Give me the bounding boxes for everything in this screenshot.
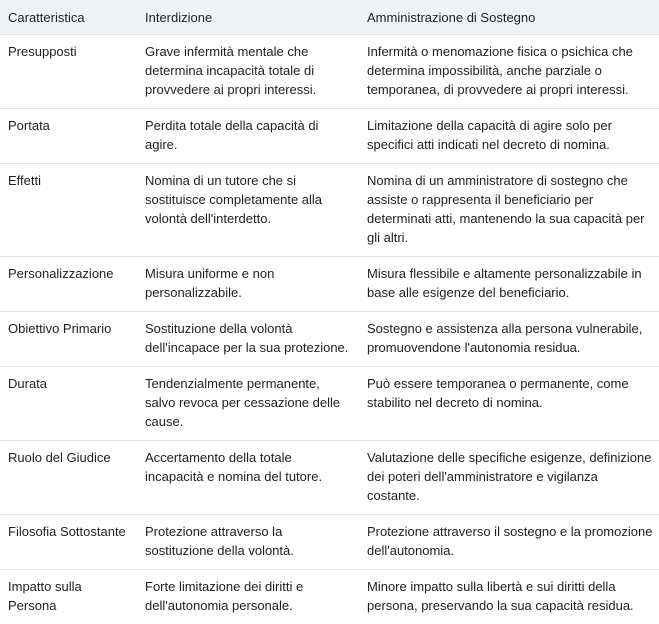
table-row — [0, 164, 659, 257]
amministrazione-cell: Minore impatto sulla libertà e sui diritti della persona, preservando la sua capacità residua. — [359, 570, 659, 624]
table-header — [0, 0, 659, 35]
table-row — [0, 312, 659, 367]
table-row — [0, 257, 659, 312]
interdizione-cell: Protezione attraverso la sostituzione della volontà. — [137, 515, 359, 570]
header-row — [0, 0, 659, 35]
interdizione-cell: Tendenzialmente permanente, salvo revoca per cessazione delle cause. — [137, 367, 359, 441]
interdizione-cell: Accertamento della totale incapacità e nomina del tutore. — [137, 441, 359, 515]
amministrazione-cell: Misura flessibile e altamente personalizzabile in base alle esigenze del beneficiario. — [359, 257, 659, 312]
header-interdizione: Interdizione — [137, 0, 359, 35]
interdizione-cell: Perdita totale della capacità di agire. — [137, 109, 359, 164]
row-label: Presupposti — [0, 35, 137, 109]
amministrazione-cell: Può essere temporanea o permanente, come stabilito nel decreto di nomina. — [359, 367, 659, 441]
header-caratteristica: Caratteristica — [0, 0, 137, 35]
interdizione-cell: Grave infermità mentale che determina incapacità totale di provvedere ai propri interessi. — [137, 35, 359, 109]
amministrazione-cell: Sostegno e assistenza alla persona vulnerabile, promuovendone l'autonomia residua. — [359, 312, 659, 367]
table-row — [0, 35, 659, 109]
row-label: Filosofia Sottostante — [0, 515, 137, 570]
table-row — [0, 367, 659, 441]
interdizione-cell: Misura uniforme e non personalizzabile. — [137, 257, 359, 312]
amministrazione-cell: Valutazione delle specifiche esigenze, definizione dei poteri dell'amministratore e vigilanza costante. — [359, 441, 659, 515]
row-label: Ruolo del Giudice — [0, 441, 137, 515]
row-label: Durata — [0, 367, 137, 441]
interdizione-cell: Nomina di un tutore che si sostituisce completamente alla volontà dell'interdetto. — [137, 164, 359, 257]
row-label: Effetti — [0, 164, 137, 257]
amministrazione-cell: Limitazione della capacità di agire solo per specifici atti indicati nel decreto di nomina. — [359, 109, 659, 164]
table-row — [0, 441, 659, 515]
row-label: Personalizzazione — [0, 257, 137, 312]
table-row — [0, 515, 659, 570]
table-row — [0, 570, 659, 624]
header-amministrazione: Amministrazione di Sostegno — [359, 0, 659, 35]
row-label: Impatto sulla Persona — [0, 570, 137, 624]
row-label: Portata — [0, 109, 137, 164]
table-body — [0, 35, 659, 624]
amministrazione-cell: Nomina di un amministratore di sostegno che assiste o rappresenta il beneficiario per determinati atti, mantenendo la sua capacità per gli altri. — [359, 164, 659, 257]
amministrazione-cell: Infermità o menomazione fisica o psichica che determina impossibilità, anche parziale o temporanea, di provvedere ai propri interessi. — [359, 35, 659, 109]
interdizione-cell: Forte limitazione dei diritti e dell'autonomia personale. — [137, 570, 359, 624]
row-label: Obiettivo Primario — [0, 312, 137, 367]
interdizione-cell: Sostituzione della volontà dell'incapace per la sua protezione. — [137, 312, 359, 367]
table-row — [0, 109, 659, 164]
amministrazione-cell: Protezione attraverso il sostegno e la promozione dell'autonomia. — [359, 515, 659, 570]
